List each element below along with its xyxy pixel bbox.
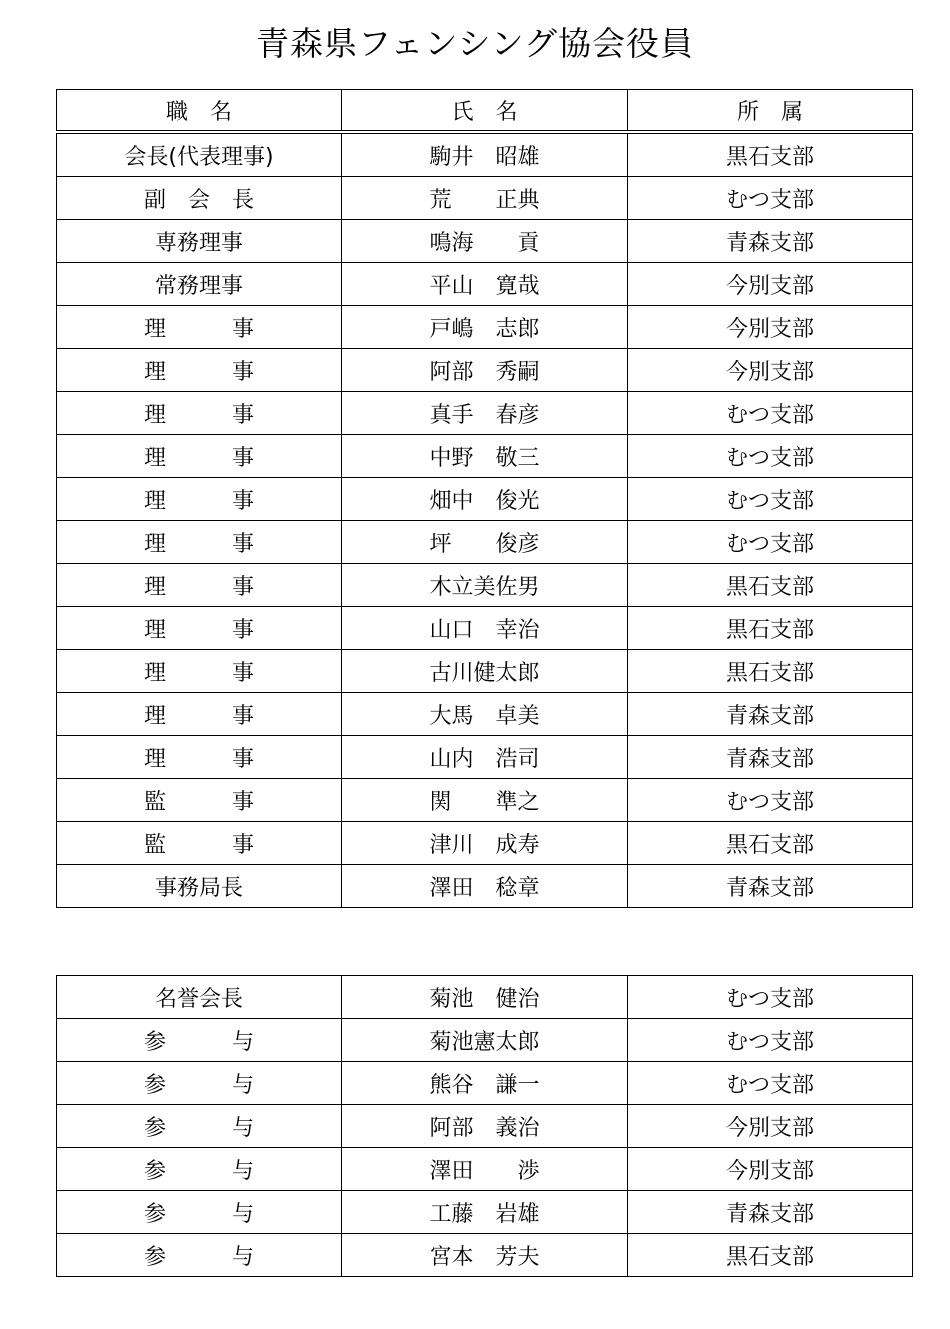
- cell-name: 木立美佐男: [342, 564, 628, 607]
- cell-position: 理 事: [57, 693, 342, 736]
- cell-name: 駒井 昭雄: [342, 132, 628, 177]
- cell-branch: 今別支部: [628, 306, 913, 349]
- cell-name: 菊池 健治: [342, 976, 628, 1019]
- cell-branch: 黒石支部: [628, 564, 913, 607]
- cell-name: 熊谷 謙一: [342, 1062, 628, 1105]
- table-row: [57, 564, 913, 607]
- table-row: [57, 650, 913, 693]
- cell-position: 事務局長: [57, 865, 342, 908]
- cell-position: 理 事: [57, 607, 342, 650]
- cell-branch: 青森支部: [628, 865, 913, 908]
- cell-name: 平山 寛哉: [342, 263, 628, 306]
- cell-name: 津川 成寿: [342, 822, 628, 865]
- table-row: [57, 521, 913, 564]
- table-row: [57, 392, 913, 435]
- cell-position: 参 与: [57, 1234, 342, 1277]
- cell-position: 会長(代表理事): [57, 132, 342, 177]
- table-row: [57, 306, 913, 349]
- cell-branch: 黒石支部: [628, 1234, 913, 1277]
- table-row: [57, 779, 913, 822]
- table-row: [57, 1234, 913, 1277]
- cell-position: 常務理事: [57, 263, 342, 306]
- table-row: [57, 132, 913, 177]
- table-row: [57, 1019, 913, 1062]
- cell-name: 古川健太郎: [342, 650, 628, 693]
- cell-branch: 黒石支部: [628, 650, 913, 693]
- table-row: [57, 693, 913, 736]
- cell-name: 戸嶋 志郎: [342, 306, 628, 349]
- cell-position: 副 会 長: [57, 177, 342, 220]
- cell-position: 理 事: [57, 521, 342, 564]
- cell-name: 澤田 渉: [342, 1148, 628, 1191]
- cell-name: 山口 幸治: [342, 607, 628, 650]
- cell-branch: 今別支部: [628, 349, 913, 392]
- cell-position: 監 事: [57, 779, 342, 822]
- cell-name: 中野 敬三: [342, 435, 628, 478]
- cell-name: 大馬 卓美: [342, 693, 628, 736]
- officers-table: [56, 89, 913, 908]
- cell-name: 阿部 秀嗣: [342, 349, 628, 392]
- cell-name: 菊池憲太郎: [342, 1019, 628, 1062]
- cell-name: 関 準之: [342, 779, 628, 822]
- document-title: 青森県フェンシング協会役員: [255, 24, 695, 63]
- table-row: [57, 263, 913, 306]
- cell-name: 山内 浩司: [342, 736, 628, 779]
- cell-name: 阿部 義治: [342, 1105, 628, 1148]
- cell-branch: むつ支部: [628, 976, 913, 1019]
- table-row: [57, 865, 913, 908]
- header-position: 職 名: [57, 90, 342, 133]
- table-row: [57, 177, 913, 220]
- cell-position: 参 与: [57, 1062, 342, 1105]
- honorary-body: [57, 976, 913, 1277]
- cell-position: 参 与: [57, 1191, 342, 1234]
- table-row: [57, 435, 913, 478]
- cell-branch: 青森支部: [628, 736, 913, 779]
- cell-position: 専務理事: [57, 220, 342, 263]
- table-row: [57, 1105, 913, 1148]
- cell-branch: むつ支部: [628, 392, 913, 435]
- cell-branch: 今別支部: [628, 263, 913, 306]
- table-row: [57, 220, 913, 263]
- cell-name: 荒 正典: [342, 177, 628, 220]
- cell-branch: 今別支部: [628, 1148, 913, 1191]
- cell-branch: むつ支部: [628, 779, 913, 822]
- cell-position: 参 与: [57, 1148, 342, 1191]
- cell-position: 参 与: [57, 1019, 342, 1062]
- cell-branch: むつ支部: [628, 478, 913, 521]
- cell-position: 理 事: [57, 564, 342, 607]
- cell-branch: むつ支部: [628, 1062, 913, 1105]
- cell-branch: 黒石支部: [628, 607, 913, 650]
- cell-name: 宮本 芳夫: [342, 1234, 628, 1277]
- table-row: [57, 607, 913, 650]
- header-name: 氏 名: [342, 90, 628, 133]
- cell-position: 理 事: [57, 349, 342, 392]
- table-row: [57, 822, 913, 865]
- cell-name: 鳴海 貢: [342, 220, 628, 263]
- cell-branch: むつ支部: [628, 521, 913, 564]
- cell-position: 理 事: [57, 435, 342, 478]
- cell-position: 参 与: [57, 1105, 342, 1148]
- table-row: [57, 736, 913, 779]
- cell-position: 理 事: [57, 650, 342, 693]
- header-row: [57, 90, 913, 133]
- cell-name: 畑中 俊光: [342, 478, 628, 521]
- cell-branch: 青森支部: [628, 693, 913, 736]
- cell-name: 澤田 稔章: [342, 865, 628, 908]
- honorary-table: [56, 975, 913, 1277]
- cell-branch: むつ支部: [628, 435, 913, 478]
- cell-position: 理 事: [57, 736, 342, 779]
- table-row: [57, 1148, 913, 1191]
- cell-branch: むつ支部: [628, 1019, 913, 1062]
- cell-name: 工藤 岩雄: [342, 1191, 628, 1234]
- table-row: [57, 1062, 913, 1105]
- table-row: [57, 478, 913, 521]
- cell-name: 真手 春彦: [342, 392, 628, 435]
- cell-branch: 青森支部: [628, 220, 913, 263]
- cell-position: 名誉会長: [57, 976, 342, 1019]
- cell-branch: 黒石支部: [628, 822, 913, 865]
- table-row: [57, 349, 913, 392]
- cell-branch: 黒石支部: [628, 132, 913, 177]
- cell-branch: むつ支部: [628, 177, 913, 220]
- table-row: [57, 1191, 913, 1234]
- cell-position: 理 事: [57, 478, 342, 521]
- header-branch: 所 属: [628, 90, 913, 133]
- officers-body: [57, 132, 913, 908]
- cell-position: 監 事: [57, 822, 342, 865]
- cell-position: 理 事: [57, 306, 342, 349]
- cell-position: 理 事: [57, 392, 342, 435]
- cell-branch: 青森支部: [628, 1191, 913, 1234]
- cell-branch: 今別支部: [628, 1105, 913, 1148]
- cell-name: 坪 俊彦: [342, 521, 628, 564]
- table-row: [57, 976, 913, 1019]
